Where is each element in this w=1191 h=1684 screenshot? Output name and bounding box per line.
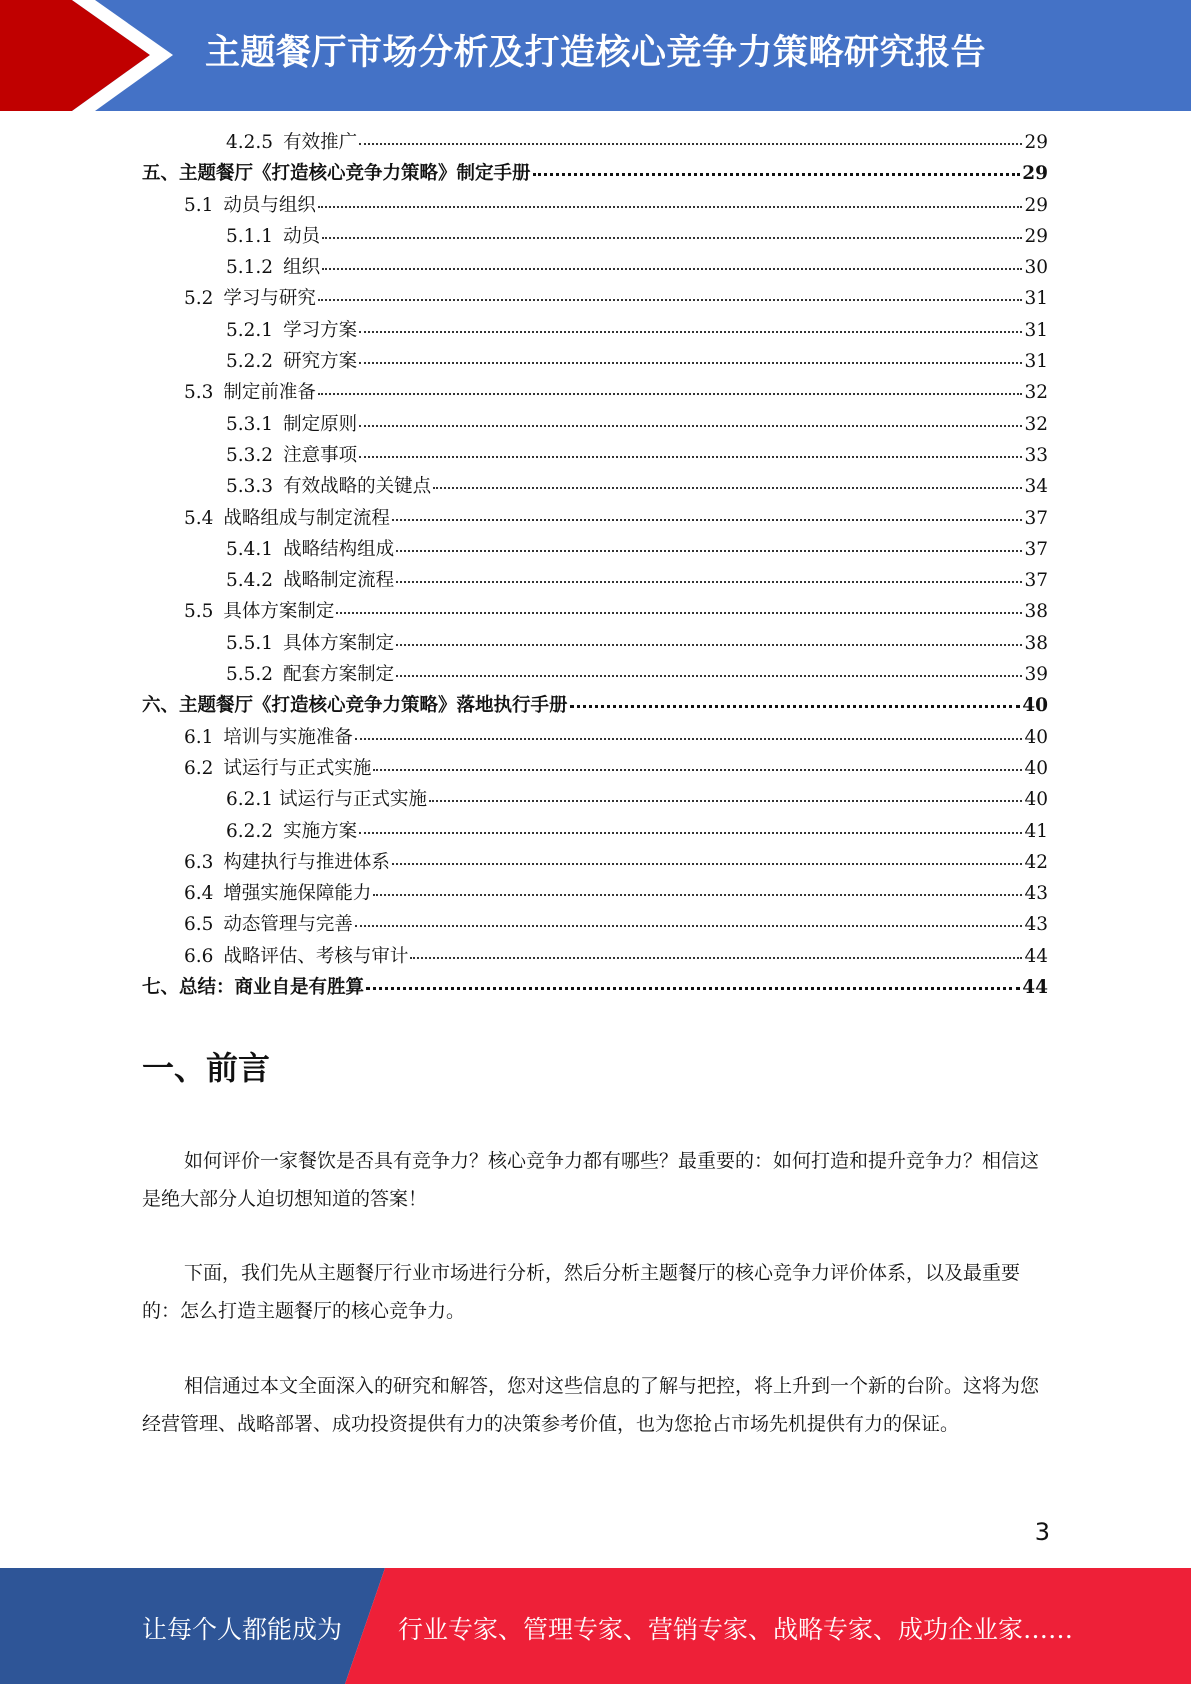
toc-entry[interactable]: [142, 441, 1048, 472]
toc-entry-title: 具体方案制定: [283, 632, 395, 654]
toc-dot-leader: [396, 643, 1022, 646]
toc-entry-title: 战略组成与制定流程: [223, 507, 390, 529]
toc-entry[interactable]: [142, 128, 1048, 159]
toc-entry-number: 5.4.1: [226, 538, 274, 560]
toc-entry-number: 6.2.2: [226, 820, 274, 842]
toc-entry[interactable]: [142, 660, 1048, 691]
toc-entry[interactable]: [142, 723, 1048, 754]
toc-entry-number: 6.5: [184, 914, 214, 936]
toc-entry-title: 组织: [283, 257, 321, 279]
footer-slogan-left: 让每个人都能成为: [142, 1615, 343, 1644]
toc-entry-title: 动员: [283, 225, 321, 247]
toc-entry-number: 5.3: [184, 382, 214, 404]
toc-entry-number: 5.5.2: [226, 664, 274, 686]
toc-entry-title: 有效推广: [283, 132, 358, 153]
toc-entry-title: 七、总结：商业自是有胜算: [142, 977, 365, 999]
toc-entry-number: 5.2: [184, 288, 214, 310]
toc-dot-leader: [322, 267, 1022, 270]
toc-entry-page: 32: [1024, 413, 1048, 435]
toc-entry-page: 31: [1024, 319, 1048, 341]
toc-entry-title: 战略结构组成: [283, 538, 395, 560]
toc-entry-page: 29: [1024, 225, 1048, 247]
toc-entry-title: 六、主题餐厅《打造核心竞争力策略》落地执行手册: [142, 695, 568, 717]
toc-dot-leader: [318, 392, 1023, 395]
toc-dot-leader: [318, 298, 1023, 301]
toc-entry-page: 40: [1024, 789, 1048, 811]
toc-entry-page: 37: [1024, 538, 1048, 560]
toc-entry[interactable]: [142, 879, 1048, 910]
paragraph-2: 下面，我们先从主题餐厅行业市场进行分析，然后分析主题餐厅的核心竞争力评价体系，以及最重要的：怎么打造主题餐厅的核心竞争力。: [142, 1262, 1021, 1322]
toc-entry-page: 32: [1024, 382, 1048, 404]
toc-entry-title: 6.2.1 试运行与正式实施: [226, 789, 427, 811]
toc-entry-number: 6.4: [184, 883, 214, 905]
toc-entry[interactable]: [142, 910, 1048, 941]
toc-entry[interactable]: [142, 504, 1048, 535]
toc-entry-number: 5.2.1: [226, 319, 274, 341]
toc-entry-page: 37: [1024, 570, 1048, 592]
toc-dot-leader: [396, 580, 1022, 583]
toc-entry-title: 五、主题餐厅《打造核心竞争力策略》制定手册: [142, 163, 531, 185]
toc-entry-page: 30: [1024, 257, 1048, 279]
toc-entry-page: 29: [1024, 132, 1048, 153]
toc-entry-title: 动员与组织: [223, 194, 316, 216]
toc-entry-number: 5.5: [184, 601, 214, 623]
toc-entry-title: 制定前准备: [223, 382, 316, 404]
toc-entry-number: 6.2: [184, 757, 214, 779]
toc-entry[interactable]: [142, 316, 1048, 347]
toc-entry-number: 5.3.3: [226, 476, 274, 498]
toc-entry-number: 6.3: [184, 851, 214, 873]
toc-entry[interactable]: [142, 159, 1048, 190]
toc-entry-number: 5.5.1: [226, 632, 274, 654]
toc-entry[interactable]: [142, 754, 1048, 785]
toc-entry-title: 战略制定流程: [283, 570, 395, 592]
footer-slogan-right: 行业专家、管理专家、营销专家、战略专家、成功企业家……: [398, 1615, 1074, 1644]
toc-dot-leader: [533, 172, 1021, 176]
toc-entry[interactable]: [142, 253, 1048, 284]
toc-dot-leader: [410, 956, 1022, 959]
toc-dot-leader: [359, 424, 1022, 427]
toc-entry-page: 31: [1024, 351, 1048, 373]
toc-dot-leader: [396, 549, 1022, 552]
toc-entry[interactable]: [142, 848, 1048, 879]
toc-dot-leader: [359, 361, 1022, 364]
toc-entry-page: 42: [1024, 851, 1048, 873]
toc-dot-leader: [322, 236, 1022, 239]
toc-dot-leader: [318, 205, 1023, 208]
toc-entry-title: 增强实施保障能力: [223, 883, 372, 905]
toc-entry[interactable]: [142, 597, 1048, 628]
toc-entry-number: 4.2.5: [226, 132, 274, 153]
toc-dot-leader: [570, 704, 1021, 708]
toc-entry-page: 37: [1024, 507, 1048, 529]
toc-entry-page: 38: [1024, 601, 1048, 623]
toc-dot-leader: [373, 893, 1022, 896]
toc-dot-leader: [433, 486, 1022, 489]
page-number: 3: [1034, 1518, 1050, 1546]
toc-entry-title: 培训与实施准备: [223, 726, 353, 748]
toc-entry-number: 5.4.2: [226, 570, 274, 592]
toc-dot-leader: [366, 986, 1020, 990]
page-footer: [0, 1568, 1191, 1684]
toc-entry-title: 学习与研究: [223, 288, 316, 310]
toc-entry[interactable]: [142, 284, 1048, 315]
toc-entry[interactable]: [142, 347, 1048, 378]
toc-entry-title: 配套方案制定: [283, 664, 395, 686]
toc-dot-leader: [355, 924, 1023, 927]
table-of-contents: [142, 128, 1048, 1004]
toc-dot-leader: [359, 330, 1022, 333]
toc-entry-page: 44: [1024, 945, 1048, 967]
toc-entry-number: 5.1.1: [226, 225, 274, 247]
toc-entry[interactable]: [142, 222, 1048, 253]
toc-entry-number: 5.3.2: [226, 444, 274, 466]
toc-entry-number: 5.1.2: [226, 257, 274, 279]
toc-entry-number: 5.4: [184, 507, 214, 529]
toc-entry[interactable]: [142, 378, 1048, 409]
toc-entry-title: 研究方案: [283, 351, 358, 373]
toc-entry-page: 38: [1024, 632, 1048, 654]
toc-entry[interactable]: [142, 817, 1048, 848]
toc-entry-page: 29: [1022, 163, 1048, 185]
toc-dot-leader: [373, 768, 1022, 771]
toc-entry-title: 学习方案: [283, 319, 358, 341]
toc-entry-title: 动态管理与完善: [223, 914, 353, 936]
paragraph-1: 如何评价一家餐饮是否具有竞争力？核心竞争力都有哪些？最重要的：如何打造和提升竞争力？相信这是绝大部分人迫切想知道的答案！: [142, 1150, 1040, 1210]
toc-entry[interactable]: [142, 691, 1048, 722]
toc-dot-leader: [359, 142, 1022, 145]
toc-entry-page: 40: [1024, 726, 1048, 748]
toc-dot-leader: [359, 831, 1022, 834]
toc-entry-number: 5.1: [184, 194, 214, 216]
toc-entry-page: 34: [1024, 476, 1048, 498]
toc-entry[interactable]: [142, 629, 1048, 660]
toc-entry-title: 有效战略的关键点: [283, 476, 432, 498]
toc-entry[interactable]: [142, 410, 1048, 441]
toc-entry-title: 构建执行与推进体系: [223, 851, 390, 873]
toc-dot-leader: [336, 611, 1022, 614]
toc-entry-title: 试运行与正式实施: [223, 757, 372, 779]
page-header: [0, 0, 1191, 111]
section-title: 一、前言: [142, 1049, 271, 1087]
toc-entry-title: 战略评估、考核与审计: [223, 945, 409, 967]
toc-entry-number: 5.3.1: [226, 413, 274, 435]
toc-entry[interactable]: [142, 942, 1048, 973]
toc-entry-page: 29: [1024, 194, 1048, 216]
header-title: 主题餐厅市场分析及打造核心竞争力策略研究报告: [205, 33, 987, 73]
toc-entry-page: 31: [1024, 288, 1048, 310]
toc-dot-leader: [355, 737, 1023, 740]
toc-entry[interactable]: [142, 785, 1048, 816]
toc-entry-page: 40: [1024, 757, 1048, 779]
toc-entry-page: 44: [1022, 977, 1048, 999]
toc-entry[interactable]: [142, 973, 1048, 1004]
toc-dot-leader: [429, 799, 1022, 802]
paragraph-3: 相信通过本文全面深入的研究和解答，您对这些信息的了解与把控，将上升到一个新的台阶。这将为您经营管理、战略部署、成功投资提供有力的决策参考价值，也为您抢占市场先机提供有力的保证。: [142, 1375, 1040, 1435]
toc-entry-page: 43: [1024, 914, 1048, 936]
toc-entry-page: 40: [1022, 695, 1048, 717]
toc-entry-page: 41: [1024, 820, 1048, 842]
toc-entry[interactable]: [142, 472, 1048, 503]
toc-entry-page: 43: [1024, 883, 1048, 905]
toc-entry-number: 5.2.2: [226, 351, 274, 373]
toc-dot-leader: [392, 518, 1023, 521]
toc-dot-leader: [396, 674, 1022, 677]
toc-dot-leader: [392, 862, 1023, 865]
toc-entry[interactable]: [142, 535, 1048, 566]
toc-dot-leader: [359, 455, 1022, 458]
toc-entry[interactable]: [142, 191, 1048, 222]
toc-entry-title: 制定原则: [283, 413, 358, 435]
toc-entry-title: 注意事项: [283, 444, 358, 466]
toc-entry-number: 6.1: [184, 726, 214, 748]
toc-entry[interactable]: [142, 566, 1048, 597]
toc-entry-title: 实施方案: [283, 820, 358, 842]
toc-entry-number: 6.6: [184, 945, 214, 967]
toc-entry-page: 39: [1024, 664, 1048, 686]
toc-entry-page: 33: [1024, 444, 1048, 466]
toc-entry-title: 具体方案制定: [223, 601, 335, 623]
